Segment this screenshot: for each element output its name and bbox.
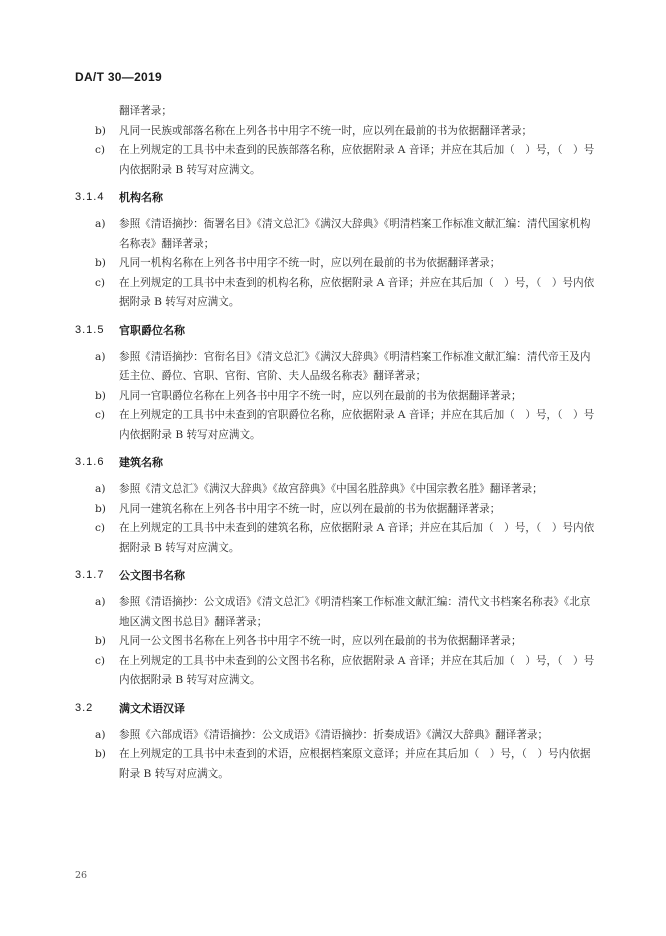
section-number: 3.1.4 [75, 191, 105, 203]
list-item-text: 凡同一公文图书名称在上列各书中用字不统一时，应以列在最前的书为依据翻译著录； [119, 635, 522, 647]
list-item-text: 在上列规定的工具书中未查到的公文图书名称，应依据附录 A 音译；并应在其后加（ ）号，（ ）号内依据附录 B 转写对应满文。 [119, 654, 595, 686]
list-item [75, 726, 595, 746]
list-item [75, 122, 595, 142]
list-item-marker: b) [95, 502, 106, 515]
list-item-marker: c) [95, 409, 106, 421]
list-item [75, 632, 595, 652]
list-item-text: 在上列规定的工具书中未查到的官职爵位名称，应依据附录 A 音译；并应在其后加（ ）号，（ ）号内依据附录 B 转写对应满文。 [119, 409, 595, 441]
list-item-text: 凡同一机构名称在上列各书中用字不统一时，应以列在最前的书为依据翻译著录； [119, 257, 501, 269]
section-number: 3.1.7 [75, 569, 105, 581]
list-item-marker: a) [95, 483, 106, 495]
list-item-marker: a) [95, 218, 106, 230]
section-title: 官职爵位名称 [119, 323, 185, 337]
list-item-marker: b) [95, 748, 106, 760]
section-block [75, 188, 595, 313]
list-item [75, 745, 595, 784]
list-item-text: 参照《六部成语》《清语摘抄：公文成语》《清语摘抄：折奏成语》《满汉大辞典》翻译著录； [119, 728, 549, 741]
list-item [75, 274, 595, 313]
list-item-text: 凡同一建筑名称在上列各书中用字不统一时，应以列在最前的书为依据翻译著录； [119, 502, 501, 515]
list-item-marker: c) [95, 522, 106, 534]
section-title: 机构名称 [119, 191, 163, 204]
list-item [75, 593, 595, 632]
list-item-marker: b) [95, 389, 106, 402]
list-item-text: 凡同一官职爵位名称在上列各书中用字不统一时，应以列在最前的书为依据翻译著录； [119, 389, 522, 402]
section-heading [75, 699, 595, 718]
section-heading [75, 566, 595, 585]
list-item [75, 254, 595, 274]
list-item-marker: b) [95, 257, 106, 269]
section-title: 建筑名称 [119, 456, 163, 469]
list-item-text: 在上列规定的工具书中未查到的建筑名称，应依据附录 A 音译；并应在其后加（ ）号，（ ）号内依据附录 B 转写对应满文。 [119, 522, 595, 554]
list-item-marker: a) [95, 728, 106, 741]
list-item-marker: c) [95, 276, 106, 289]
list-item-marker: a) [95, 350, 106, 363]
list-item [75, 519, 595, 558]
continued-text: 翻译著录； [119, 105, 172, 117]
list-item [75, 215, 595, 254]
list-item-marker: c) [95, 144, 106, 156]
document-code: DA/T 30—2019 [75, 70, 162, 84]
section-block [75, 453, 595, 558]
list-item [75, 406, 595, 445]
list-item [75, 480, 595, 500]
list-item [75, 348, 595, 387]
list-item [75, 652, 595, 691]
list-item-marker: b) [95, 635, 106, 647]
list-item [75, 500, 595, 520]
page-number: 26 [75, 870, 88, 881]
section-heading [75, 453, 595, 472]
section-list [75, 188, 595, 784]
section-number: 3.1.5 [75, 323, 105, 336]
list-item [75, 387, 595, 407]
list-item-text: 参照《清语摘抄：官衔名目》《清文总汇》《满汉大辞典》《明清档案工作标准文献汇编：清代帝王及内廷主位、爵位、官职、官衔、官阶、夫人品级名称表》翻译著录； [119, 350, 591, 382]
section-number: 3.2 [75, 701, 94, 714]
list-item [75, 141, 595, 180]
section-block [75, 699, 595, 785]
list-item-text: 在上列规定的工具书中未查到的机构名称，应依据附录 A 音译；并应在其后加（ ）号，（ ）号内依据附录 B 转写对应满文。 [119, 276, 595, 308]
list-item-text: 在上列规定的工具书中未查到的民族部落名称，应依据附录 A 音译；并应在其后加（ ）号，（ ）号内依据附录 B 转写对应满文。 [119, 144, 595, 176]
list-item-text: 在上列规定的工具书中未查到的术语，应根据档案原文意译；并应在其后加（ ）号，（ ）号内依据附录 B 转写对应满文。 [119, 748, 591, 780]
section-title: 满文术语汉译 [119, 701, 185, 715]
list-item-text: 参照《清文总汇》《满汉大辞典》《故宫辞典》《中国名胜辞典》《中国宗教名胜》翻译著录； [119, 483, 543, 495]
section-block [75, 566, 595, 691]
section-number: 3.1.6 [75, 456, 105, 468]
list-item-text: 参照《清语摘抄：公文成语》《清文总汇》《明清档案工作标准文献汇编：清代文书档案名称表》《北京地区满文图书总目》翻译著录； [119, 596, 591, 628]
page-content [75, 102, 595, 784]
section-heading [75, 321, 595, 340]
list-item-marker: c) [95, 654, 106, 667]
section-title: 公文图书名称 [119, 569, 185, 582]
list-item-marker: b) [95, 124, 106, 137]
list-item-text: 参照《清语摘抄：衙署名目》《清文总汇》《满汉大辞典》《明清档案工作标准文献汇编：清代国家机构名称表》翻译著录； [119, 218, 591, 250]
section-block [75, 321, 595, 446]
list-item-marker: a) [95, 596, 106, 608]
list-item-text: 凡同一民族或部落名称在上列各书中用字不统一时，应以列在最前的书为依据翻译著录； [119, 124, 533, 137]
section-heading [75, 188, 595, 207]
top-item-list [75, 122, 595, 181]
